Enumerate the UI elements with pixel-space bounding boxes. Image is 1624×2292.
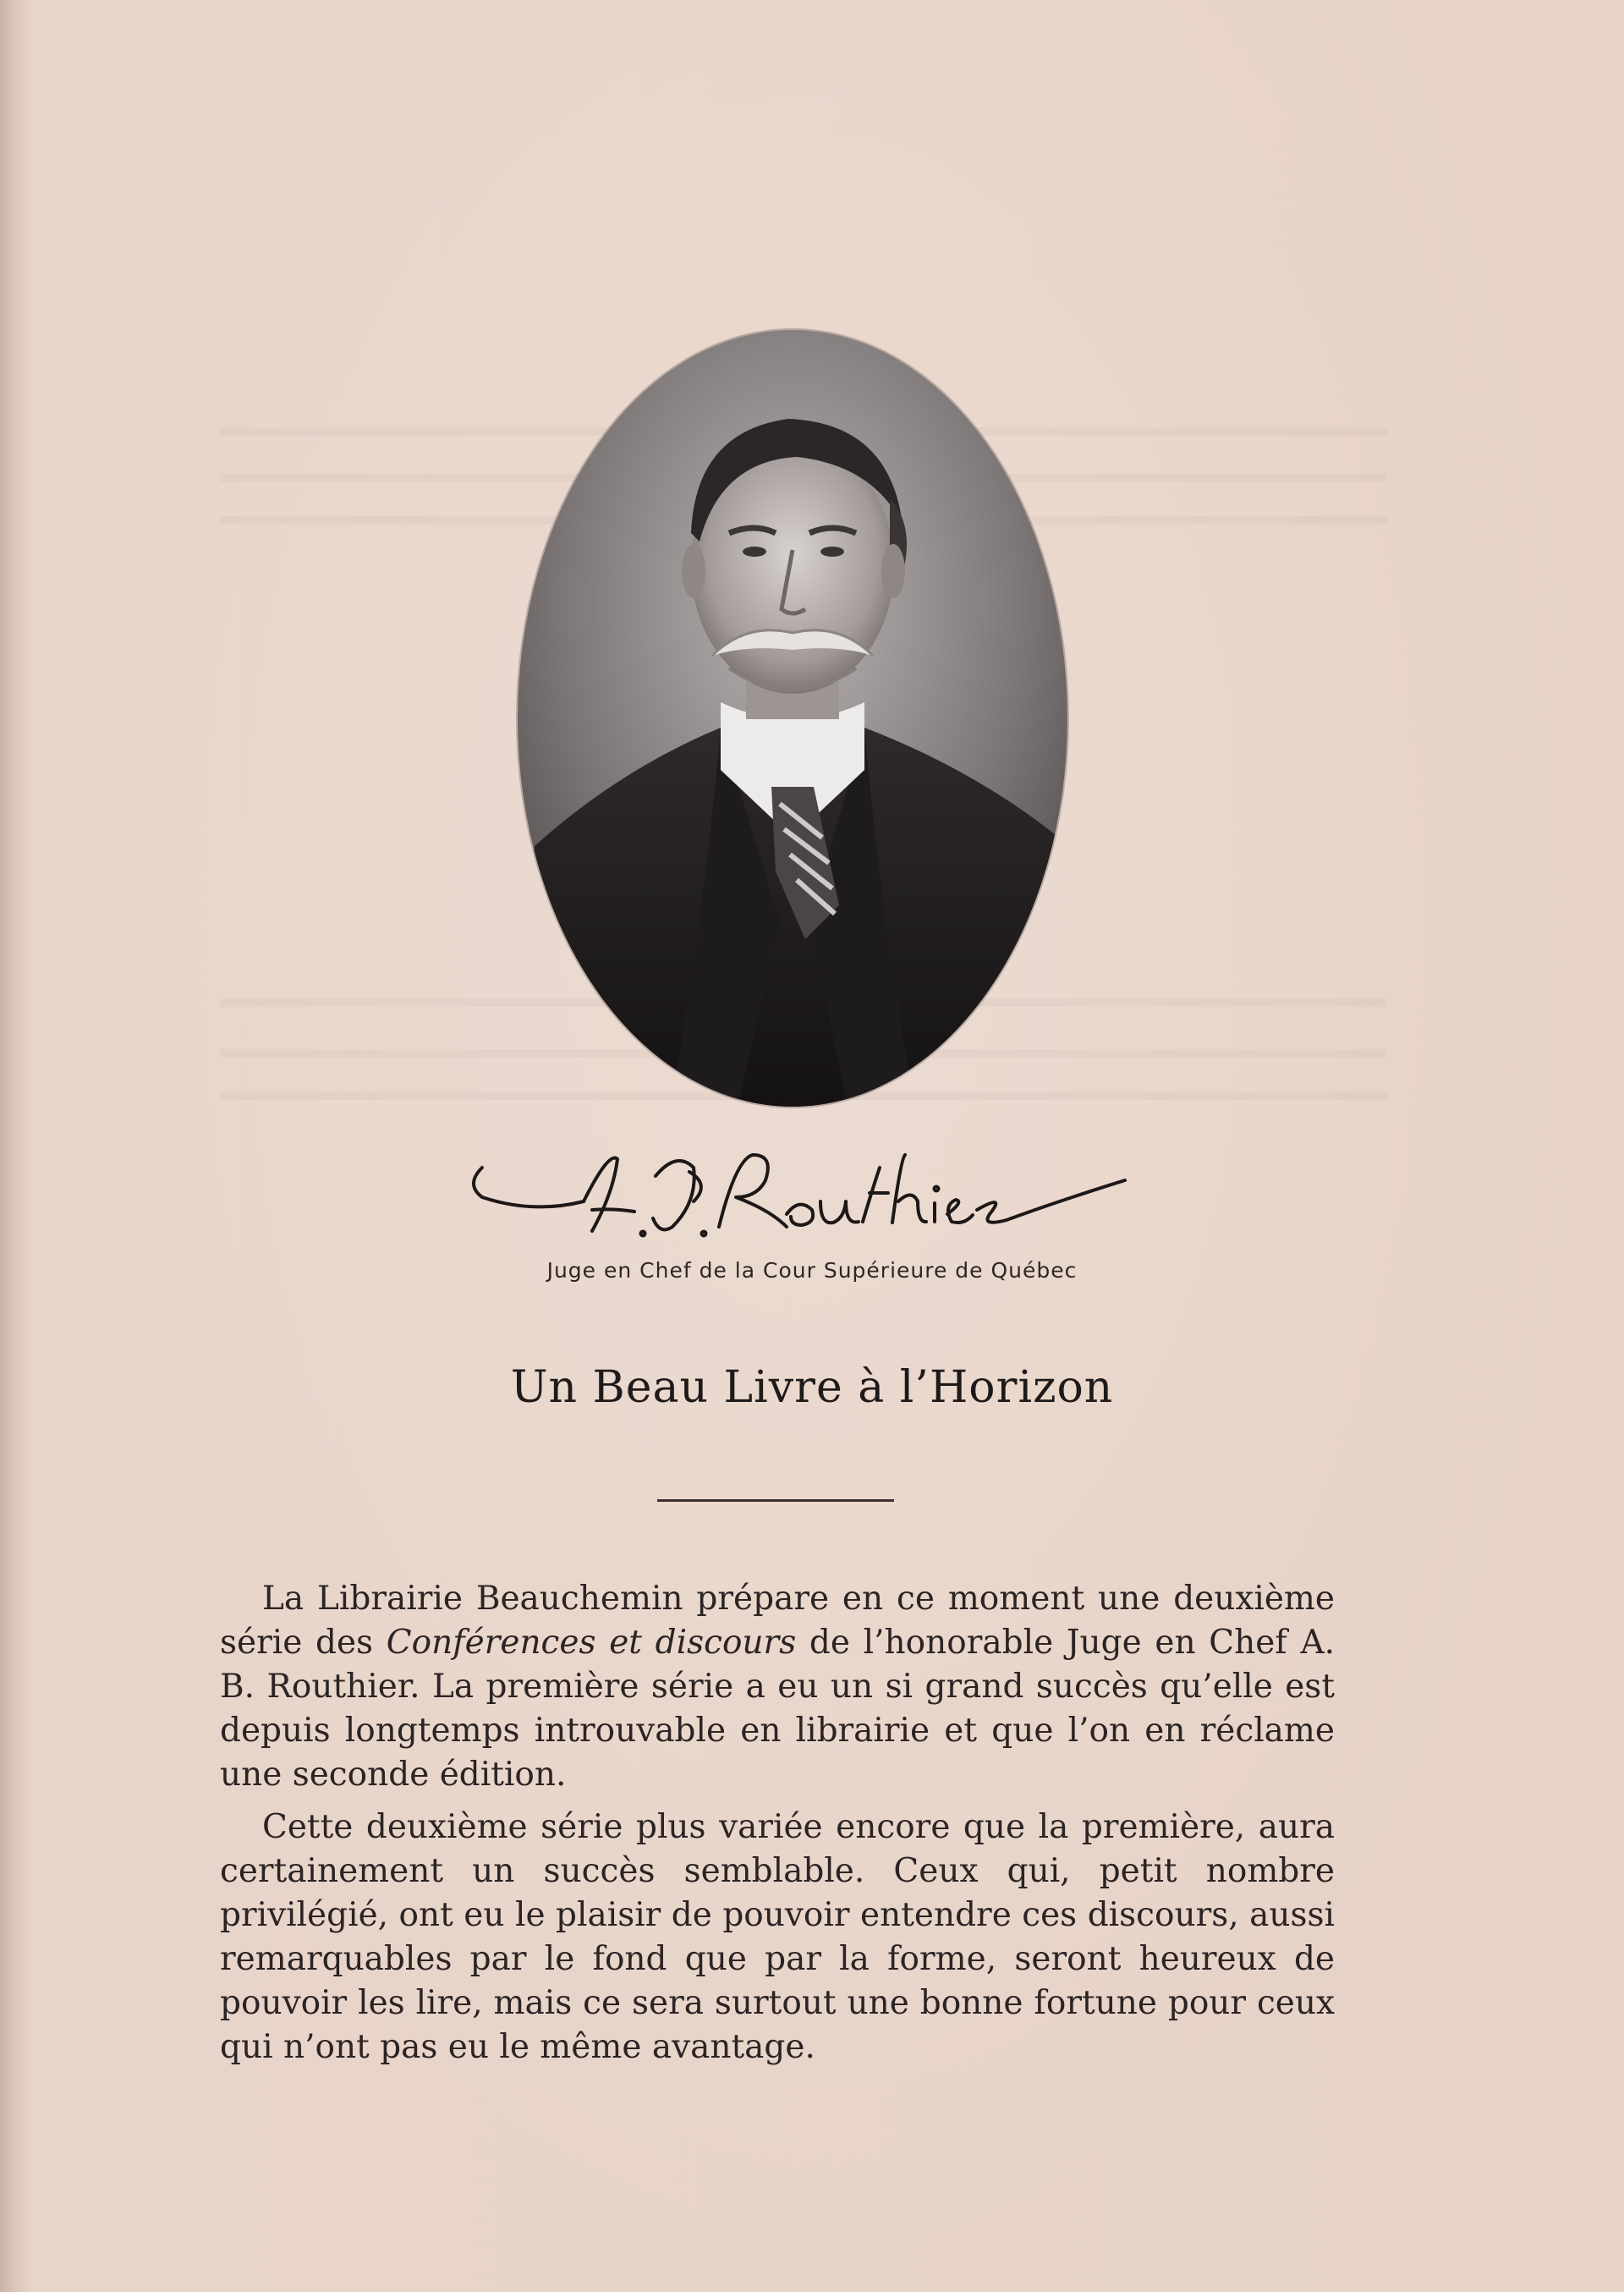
paragraph-1-text-end: de l’honorable Juge en Chef A. B. Routhier. La première série a eu un si grand succès qu’elle est depuis longtemps introuvable en librairie et que l’on en réclame une seconde édition. (220, 1624, 1336, 1794)
portrait-icon (518, 330, 1067, 1107)
page-title: Un Beau Livre à l’Horizon (510, 1362, 1114, 1413)
title-divider (657, 1499, 894, 1502)
paragraph-2: Cette deuxième série plus variée encore que la première, aura certainement un succès semblable. Ceux qui, petit nombre privilégié, ont eu le plaisir de pouvoir entendre ces discours, aussi remarquables par le fond que par la forme, seront heureux de pouvoir les lire, mais ce sera surtout une bonne fortune pour ceux qui n’ont pas eu le même avantage. (220, 1808, 1335, 2066)
book-title: Conférences et discours (386, 1624, 797, 1662)
article-body (220, 1577, 1335, 2069)
paragraph-1 (220, 1577, 1335, 1797)
signature-icon (465, 1134, 1142, 1261)
paragraph-1-text: La Librairie Beauchemin prépare en ce moment une deuxième série des (220, 1580, 1335, 1662)
portrait-photo (518, 330, 1067, 1107)
portrait-caption: Juge en Chef de la Cour Supérieure de Québec (546, 1258, 1078, 1283)
